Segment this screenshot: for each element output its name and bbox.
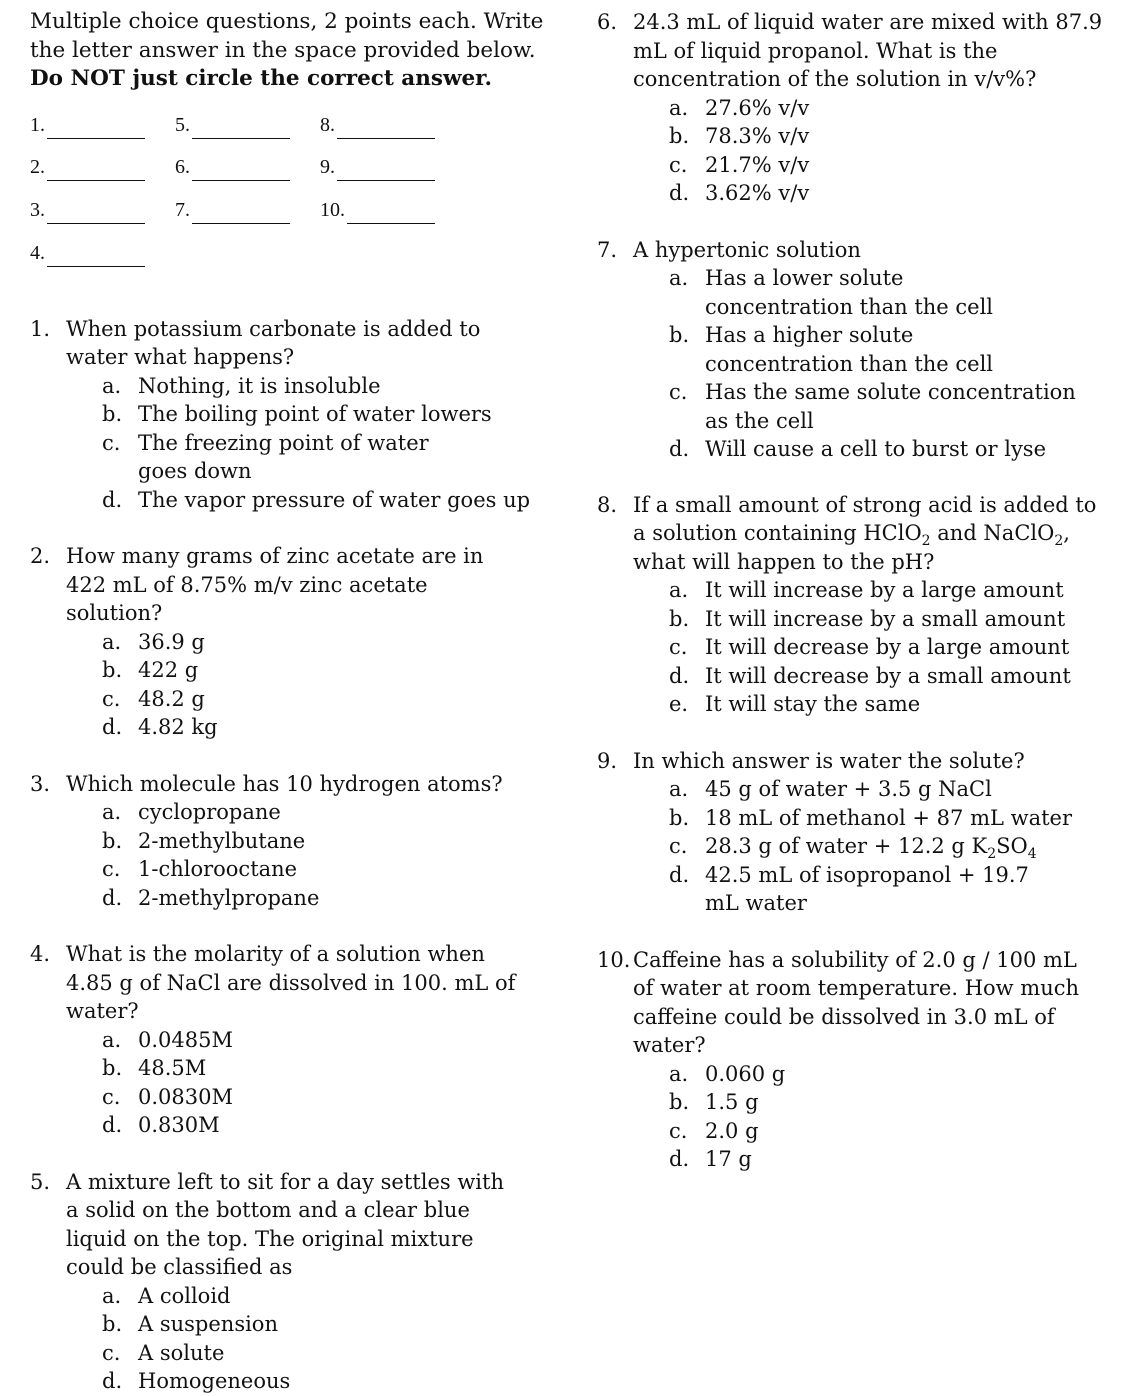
option-c: c. 21.7% v/v (669, 152, 810, 177)
right-column (597, 0, 1117, 1174)
question-text: Which molecule has 10 hydrogen atoms? (66, 771, 503, 796)
option-a: a. 0.0485M (102, 1027, 233, 1052)
answer-blank-label: 4. (30, 241, 45, 264)
question-3 (30, 770, 560, 913)
option-c: c. 1-chlorooctane (102, 857, 298, 881)
question-number: 10. (597, 947, 631, 972)
question-number: 7. (597, 237, 618, 262)
option-c: c. 48.2 g (102, 686, 205, 711)
option-d: d. 4.82 kg (102, 715, 218, 739)
instructions (30, 8, 560, 94)
answer-blank-label: 3. (30, 198, 45, 221)
question-text: How many grams of zinc acetate are in 422 mL of 8.75% m/v zinc acetate solution? (66, 544, 484, 625)
instructions-line-2: the letter answer in the space provided below. (30, 37, 536, 63)
option-b: b. 422 g (102, 658, 199, 682)
option-a: a. 0.060 g (669, 1061, 786, 1086)
option-d: d. Homogeneous (102, 1369, 291, 1393)
option-a: a. Nothing, it is insoluble (102, 373, 381, 398)
option-d: d. 2-methylpropane (102, 885, 320, 910)
option-a: a. Has a lower solute concentration than the cell (669, 266, 994, 319)
option-c: c. Has the same solute concentration as the cell (669, 380, 1076, 433)
question-7 (597, 236, 1117, 464)
option-a: a. 36.9 g (102, 629, 205, 654)
answer-blank-label: 2. (30, 155, 45, 178)
answer-blank-label: 6. (175, 155, 190, 178)
option-b: b. Has a higher solute concentration than the cell (669, 323, 994, 376)
question-text: A mixture left to sit for a day settles with a solid on the bottom and a clear blue liquid on the top. The original mixture could be classified as (66, 1169, 504, 1279)
question-9 (597, 747, 1117, 918)
option-d: d. The vapor pressure of water goes up (102, 487, 531, 512)
question-text: Caffeine has a solubility of 2.0 g / 100 mL of water at room temperature. How much caffeine could be dissolved in 3.0 mL of water? (633, 947, 1080, 1057)
option-d: d. 0.830M (102, 1113, 220, 1137)
question-text: A hypertonic solution (633, 237, 861, 262)
question-number: 8. (597, 492, 618, 517)
question-number: 9. (597, 748, 618, 773)
option-b: b. 18 mL of methanol + 87 mL water (669, 805, 1073, 830)
answer-grid (30, 111, 560, 271)
answer-blank-7[interactable] (175, 196, 290, 225)
option-a: a. It will increase by a large amount (669, 578, 1064, 602)
answer-blank-9[interactable] (320, 153, 435, 182)
option-b: b. A suspension (102, 1312, 278, 1336)
question-4 (30, 940, 560, 1140)
question-number: 6. (597, 10, 618, 34)
option-d: d. 42.5 mL of isopropanol + 19.7 mL water (669, 862, 1029, 915)
question-5 (30, 1168, 560, 1396)
option-b: b. It will increase by a small amount (669, 606, 1066, 631)
question-number: 3. (30, 771, 51, 796)
option-e: e. It will stay the same (669, 692, 921, 716)
question-8 (597, 491, 1117, 719)
option-a: a. cyclopropane (102, 800, 281, 824)
question-text: When potassium carbonate is added to water what happens? (66, 316, 481, 369)
question-text: What is the molarity of a solution when 4.85 g of NaCl are dissolved in 100. mL of water? (66, 942, 516, 1023)
option-c: c. A solute (102, 1340, 225, 1365)
option-b: b. The boiling point of water lowers (102, 402, 492, 426)
question-number: 4. (30, 942, 51, 966)
option-c: c. It will decrease by a large amount (669, 635, 1070, 659)
question-text: In which answer is water the solute? (633, 748, 1025, 773)
answer-blank-10[interactable] (320, 196, 435, 225)
option-c: c. 28.3 g of water + 12.2 g $K_2SO_4$ (669, 834, 1037, 863)
option-b: b. 78.3% v/v (669, 124, 810, 148)
question-text: 24.3 mL of liquid water are mixed with 87.9 mL of liquid propanol. What is the concentration of the solution in v/v%? (633, 10, 1103, 91)
option-d: d. 3.62% v/v (669, 181, 810, 205)
question-text: If a small amount of strong acid is added to a solution containing HClO$_2$ and NaClO$_2$, what will happen to the pH? (633, 492, 1097, 574)
answer-blank-label: 9. (320, 155, 335, 178)
answer-blank-4[interactable] (30, 239, 145, 268)
question-1 (30, 315, 560, 515)
option-b: b. 48.5M (102, 1056, 207, 1080)
question-6 (597, 8, 1117, 208)
answer-blank-2[interactable] (30, 153, 145, 182)
answer-blank-label: 7. (175, 198, 190, 221)
answer-blank-1[interactable] (30, 111, 145, 140)
option-c: c. 2.0 g (669, 1118, 759, 1143)
option-d: d. Will cause a cell to burst or lyse (669, 437, 1047, 461)
question-10 (597, 946, 1117, 1174)
answer-blank-5[interactable] (175, 111, 290, 140)
option-d: d. It will decrease by a small amount (669, 663, 1071, 688)
instructions-bold: Do NOT just circle the correct answer. (30, 66, 492, 91)
option-b: b. 1.5 g (669, 1090, 759, 1114)
question-number: 2. (30, 544, 51, 568)
option-c: c. 0.0830M (102, 1084, 233, 1109)
question-number: 1. (30, 316, 51, 341)
instructions-line-1: Multiple choice questions, 2 points each. Write (30, 9, 544, 34)
option-a: a. A colloid (102, 1283, 231, 1308)
answer-blank-label: 10. (320, 198, 345, 221)
answer-blank-3[interactable] (30, 196, 145, 225)
option-d: d. 17 g (669, 1147, 752, 1171)
option-b: b. 2-methylbutane (102, 828, 306, 853)
option-a: a. 27.6% v/v (669, 95, 810, 120)
option-a: a. 45 g of water + 3.5 g NaCl (669, 777, 992, 801)
answer-blank-label: 5. (175, 113, 190, 136)
left-column (30, 0, 560, 1396)
option-c: c. The freezing point of water goes down (102, 430, 429, 483)
answer-blank-8[interactable] (320, 111, 435, 140)
answer-blank-6[interactable] (175, 153, 290, 182)
answer-blank-label: 1. (30, 113, 45, 136)
question-number: 5. (30, 1169, 51, 1194)
answer-blank-label: 8. (320, 113, 335, 136)
question-2 (30, 542, 560, 742)
